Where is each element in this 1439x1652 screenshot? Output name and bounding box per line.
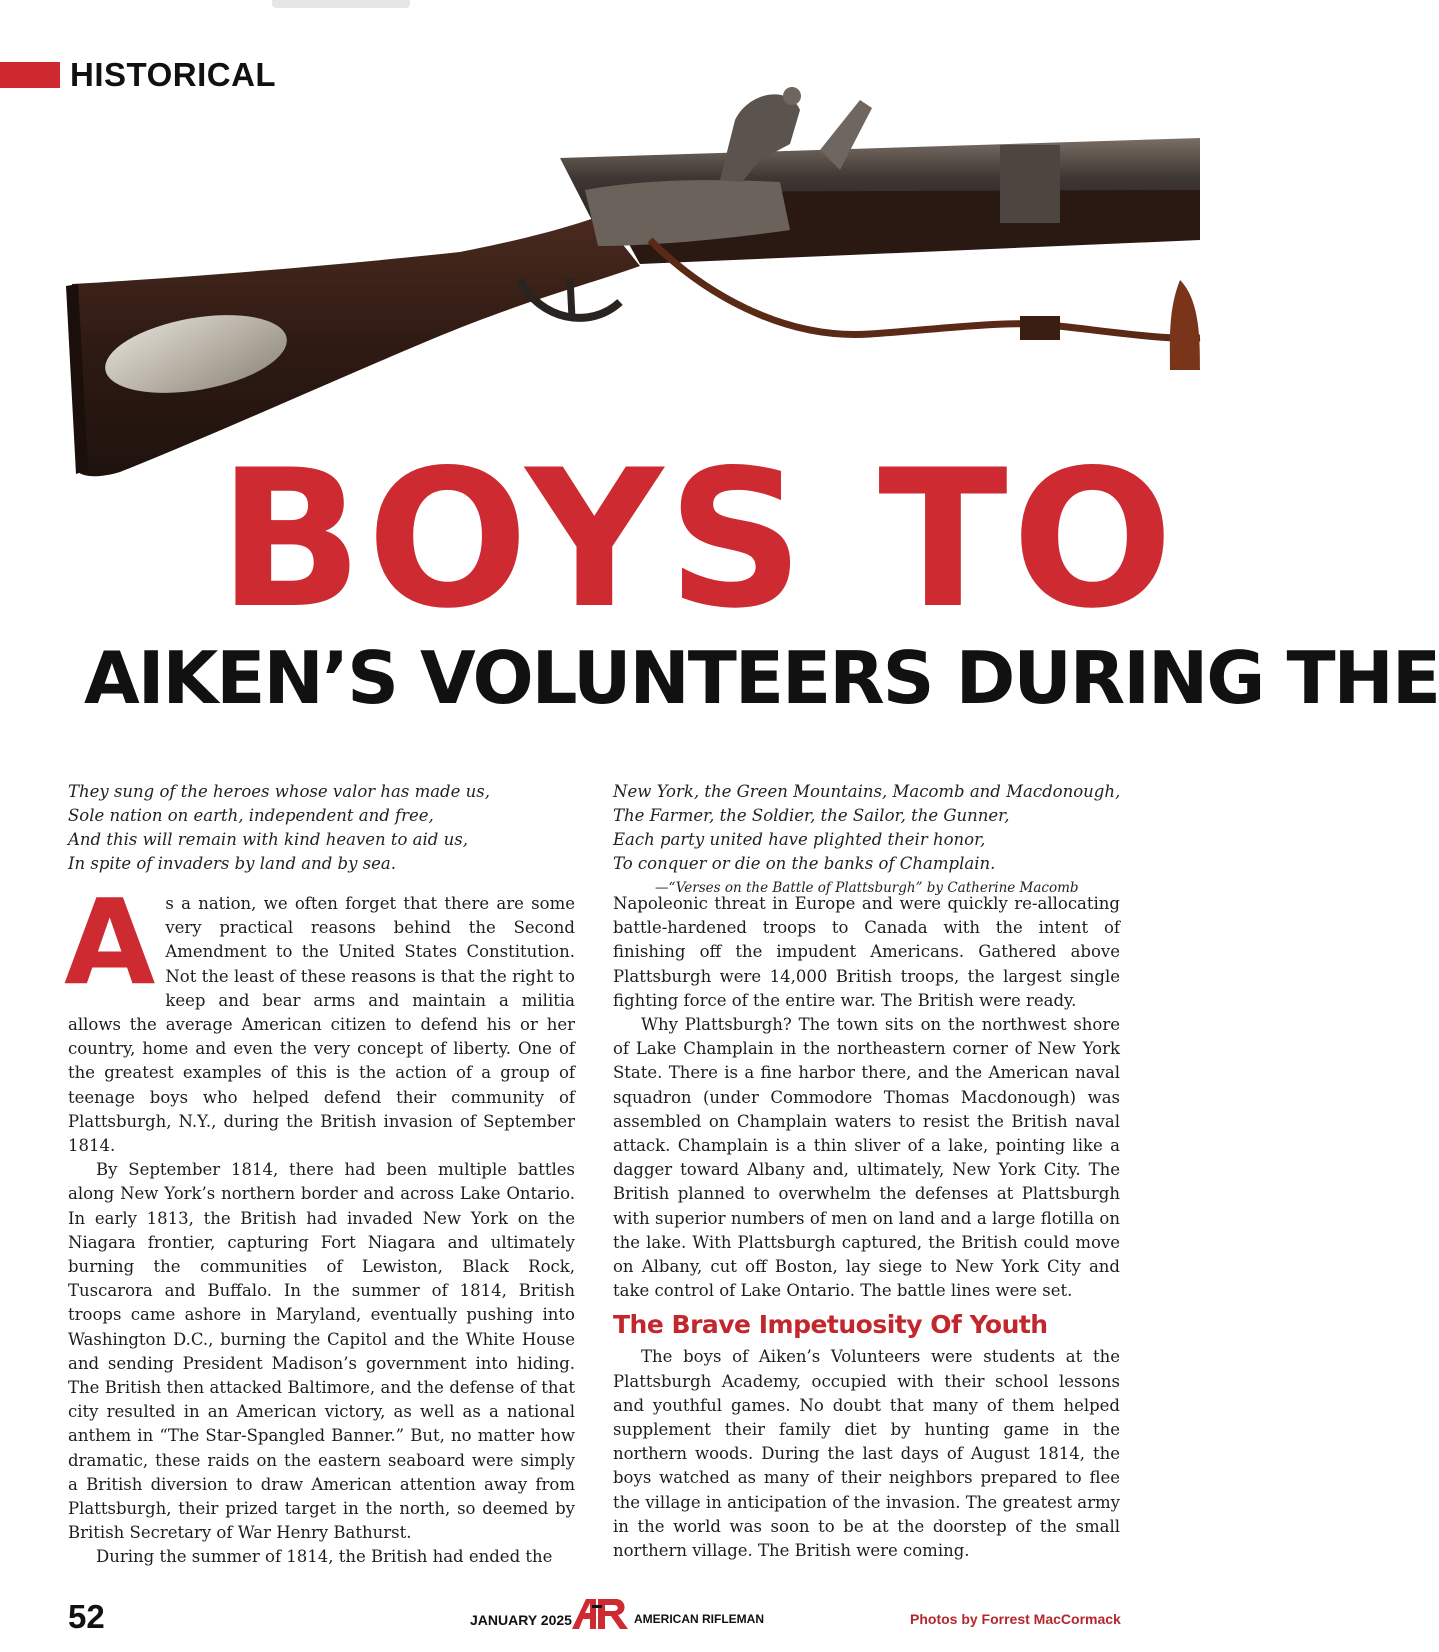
headline [0, 429, 1200, 655]
article-right-column [613, 892, 1120, 1563]
poem-left-stanza [68, 780, 490, 876]
poem-attribution: —“Verses on the Battle of Plattsburgh” by Catherine Macomb [655, 880, 1079, 896]
section-label: HISTORICAL [70, 56, 277, 93]
article-paragraph: Napoleonic threat in Europe and were quickly re-allocating battle-hardened troops to Canada with the intent of finishing off the impudent Americans. Gathered above Plattsburgh were 14,000 British troops, the largest single fighting force of the entire war. The British were ready. [613, 894, 1120, 1010]
headline-title: BOYS TO [218, 429, 1178, 650]
subheadline [0, 628, 1439, 728]
magazine-name: AMERICAN RIFLEMAN [634, 1612, 764, 1626]
poem-line: To conquer or die on the banks of Champlain. [613, 854, 996, 873]
poem-line: Each party united have plighted their honor, [613, 830, 986, 849]
poem-line: New York, the Green Mountains, Macomb and Macdonough, [613, 782, 1121, 801]
subsection-heading: The Brave Impetuosity Of Youth [613, 1310, 1048, 1340]
poem-right-stanza [613, 780, 1120, 876]
poem-line: And this will remain with kind heaven to aid us, [68, 830, 468, 849]
section-color-bar [0, 62, 60, 88]
page-number: 52 [68, 1598, 105, 1635]
paragraph-text: s a nation, we often forget that there are some very practical reasons behind the Second Amendment to the United States Constitution. Not the least of these reasons is that the right to keep and bear arms and maintain a militia allows the average American citizen to defend his or her country, home and even the very concept of liberty. One of the greatest examples of this is the action of a group of teenage boys who helped defend their community of Plattsburgh, N.Y., during the British invasion of September 1814. [68, 894, 575, 1156]
magazine-logo-icon [570, 1597, 630, 1635]
article-paragraph: During the summer of 1814, the British had ended the [96, 1547, 553, 1567]
article-paragraph: By September 1814, there had been multiple battles along New York’s northern border and across Lake Ontario. In early 1813, the British had invaded New York on the Niagara frontier, capturing Fort Niagara and ultimately burning the communities of Lewiston, Black Rock, Tuscarora and Buffalo. In the summer of 1814, British troops came ashore in Maryland, eventually pushing into Washington D.C., burning the Capitol and the White House and sending President Madison’s government into hiding. The British then attacked Baltimore, and the defense of that city resulted in an American victory, as well as a national anthem in “The Star-Spangled Banner.” But, no matter how dramatic, these raids on the eastern seaboard were simply a British diversion to draw American attention away from Plattsburgh, their prized target in the north, so deemed by British Secretary of War Henry Bathurst. [68, 1160, 575, 1543]
top-page-tab [272, 0, 410, 8]
article-paragraph: The boys of Aiken’s Volunteers were students at the Plattsburgh Academy, occupied with their school lessons and youthful games. No doubt that many of them helped supplement their family diet by hunting game in the northern woods. During the last days of August 1814, the boys watched as many of their neighbors prepared to flee the village in anticipation of the invasion. The greatest army in the world was soon to be at the doorstep of the small northern village. The British were coming. [613, 1347, 1120, 1561]
poem-line: In spite of invaders by land and by sea. [68, 854, 397, 873]
drop-cap: A [64, 873, 156, 1011]
poem-line: They sung of the heroes whose valor has made us, [68, 782, 490, 801]
subheadline-text: AIKEN’S VOLUNTEERS DURING THE [84, 636, 1439, 720]
article-paragraph [64, 873, 575, 1158]
issue-date: JANUARY 2025 [470, 1612, 572, 1628]
photo-credit: Photos by Forrest MacCormack [910, 1611, 1121, 1627]
poem-line: Sole nation on earth, independent and free, [68, 806, 434, 825]
article-left-column [64, 873, 575, 1570]
poem-line: The Farmer, the Soldier, the Sailor, the Gunner, [613, 806, 1010, 825]
article-paragraph: Why Plattsburgh? The town sits on the northwest shore of Lake Champlain in the northeastern corner of New York State. There is a fine harbor there, and the American naval squadron (under Commodore Thomas Macdonough) was assembled on Champlain waters to resist the British naval attack. Champlain is a thin sliver of a lake, pointing like a dagger toward Albany and, ultimately, New York City. The British planned to overwhelm the defenses at Plattsburgh with superior numbers of men on land and a large flotilla on the lake. With Plattsburgh captured, the British could move on Albany, cut off Boston, lay siege to New York City and take control of Lake Ontario. The battle lines were set. [613, 1015, 1120, 1301]
